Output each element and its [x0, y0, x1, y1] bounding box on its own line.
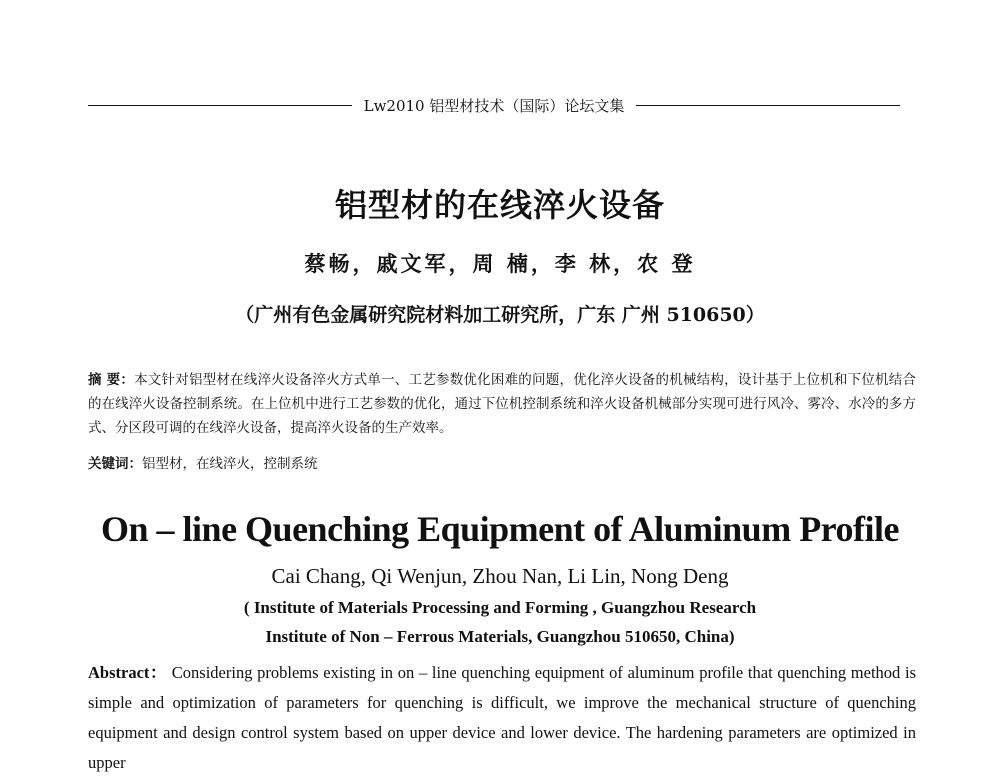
header-rule-left	[88, 105, 352, 106]
paper-title-cn: 铝型材的在线淬火设备	[334, 186, 665, 224]
running-header	[88, 94, 900, 116]
header-rule-right	[636, 105, 900, 106]
affiliation-en-line2: Institute of Non – Ferrous Materials, Guangzhou 510650, China)	[265, 627, 735, 646]
paper-title-en: On – line Quenching Equipment of Aluminum Profile	[101, 509, 899, 549]
abstract-en-label: Abstract：	[88, 663, 168, 682]
authors-en: Cai Chang, Qi Wenjun, Zhou Nan, Li Lin, Nong Deng	[271, 564, 729, 588]
abstract-cn-text: 本文针对铝型材在线淬火设备淬火方式单一、工艺参数优化困难的问题，优化淬火设备的机械结构，设计基于上位机和下位机结合的在线淬火设备控制系统。在上位机中进行工艺参数的优化，通过下位机控制系统和淬火设备机械部分实现可进行风冷、雾冷、水冷的多方式、分区段可调的在线淬火设备，提高淬火设备的生产效率。	[88, 372, 917, 436]
abstract-en	[88, 658, 916, 778]
collection-title: Lw2010 铝型材技术（国际）论坛文集	[363, 96, 625, 115]
affiliation-cn: （广州有色金属研究院材料加工研究所，广东 广州 510650）	[235, 304, 765, 326]
keywords-cn-text: 铝型材，在线淬火，控制系统	[142, 456, 318, 472]
affiliation-en-line1: ( Institute of Materials Processing and Forming , Guangzhou Research	[243, 598, 757, 617]
abstract-cn	[88, 368, 916, 440]
abstract-cn-label: 摘 要：	[88, 372, 135, 388]
abstract-en-text: Considering problems existing in on – line quenching equipment of aluminum profile that quenching method is simple and optimization of parameters for quenching is difficult, we improve the mechanical structure of quenching equipment and design control system based on upper device and lower device. The hardening parameters are optimized in upper	[88, 663, 916, 772]
authors-cn: 蔡畅，戚文军，周 楠，李 林，农 登	[304, 251, 696, 276]
keywords-cn-label: 关键词：	[88, 456, 142, 472]
keywords-cn	[88, 452, 916, 476]
